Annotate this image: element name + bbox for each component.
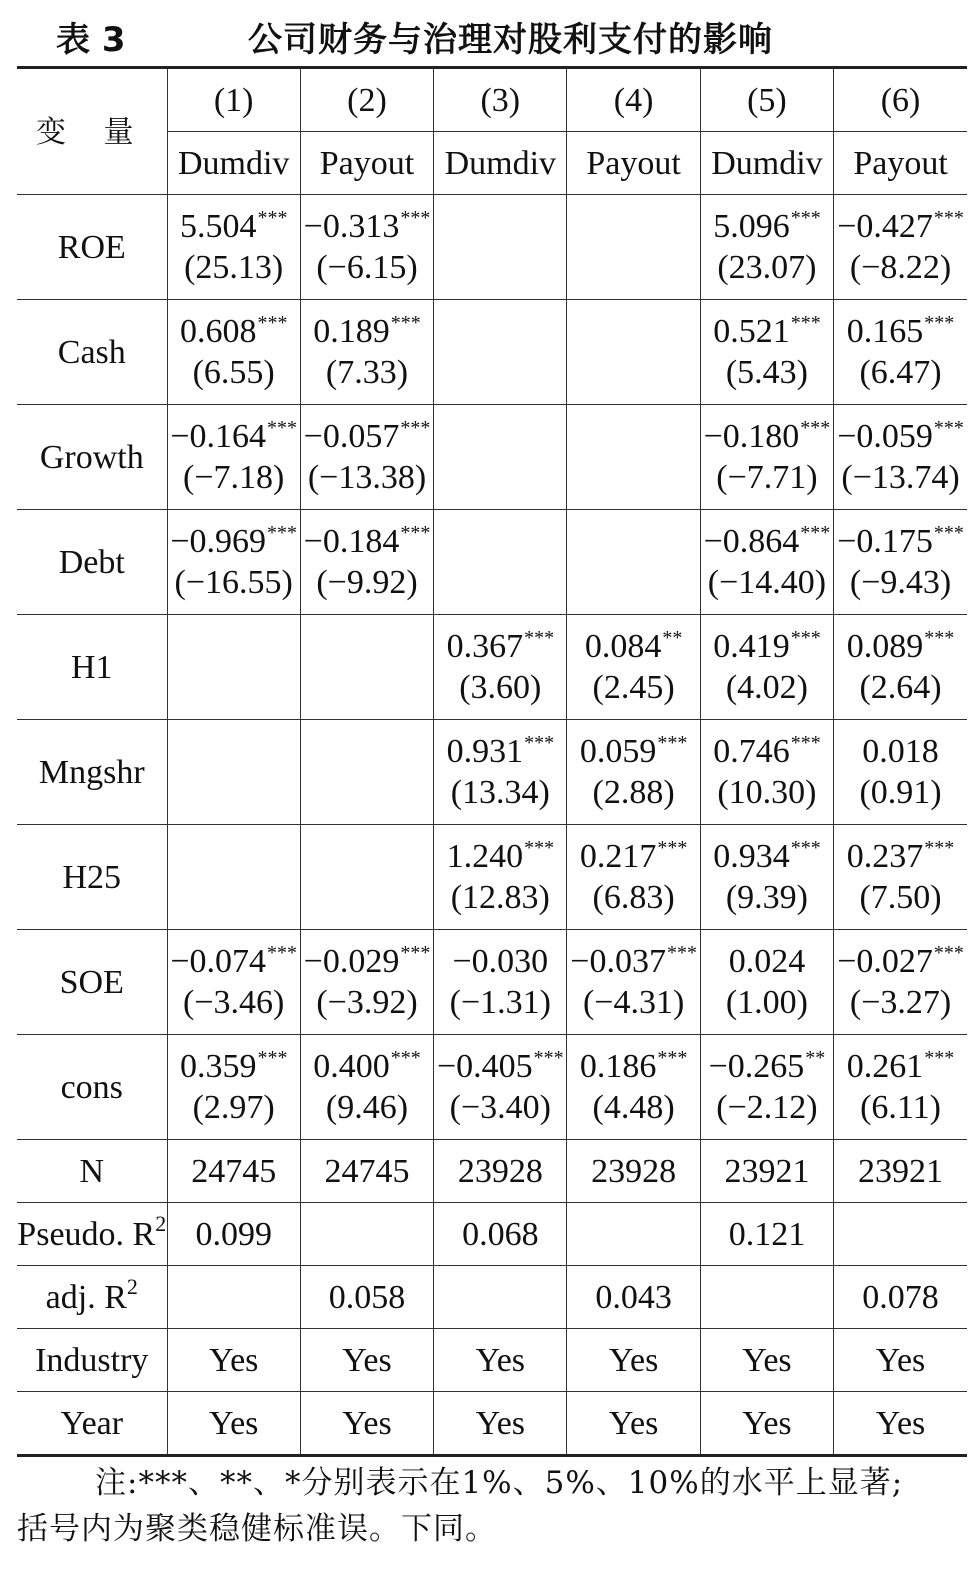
significance-stars: ***: [933, 942, 964, 964]
t-statistic: (2.97): [192, 1089, 275, 1126]
coefficient-cell: [434, 615, 567, 720]
coefficient-value: −0.864: [703, 523, 800, 560]
coefficient-value: −0.037: [570, 943, 666, 980]
t-statistic: (−3.27): [849, 984, 952, 1021]
coefficient-cell: [167, 405, 300, 510]
coefficient-value: 0.400: [313, 1048, 390, 1085]
statistic-value: Yes: [167, 1329, 300, 1392]
coefficient-cell: [567, 930, 700, 1035]
coefficient-value: −0.029: [303, 943, 400, 980]
coefficient-cell: [167, 930, 300, 1035]
coefficient-value: −0.427: [837, 208, 933, 245]
coefficient-cell: [300, 405, 433, 510]
t-statistic: (0.91): [859, 774, 942, 811]
variable-name: Cash: [17, 300, 167, 405]
t-statistic: (−3.92): [316, 984, 418, 1021]
coefficient-cell: [434, 720, 567, 825]
t-statistic: (6.83): [592, 879, 675, 916]
coefficient-cell: [300, 720, 433, 825]
significance-stars: ***: [533, 1047, 564, 1069]
statistic-value: [700, 1266, 833, 1329]
coefficient-cell: [567, 720, 700, 825]
dependent-variable: Dumdiv: [434, 132, 567, 195]
significance-stars: ***: [924, 1047, 955, 1069]
note-line-2: 括号内为聚类稳健标准误。下同。: [17, 1511, 497, 1547]
coefficient-cell: [834, 1035, 967, 1140]
coefficient-cell: [434, 825, 567, 930]
statistic-value: Yes: [300, 1392, 433, 1456]
significance-stars: ***: [400, 207, 431, 229]
coefficient-cell: [567, 825, 700, 930]
coefficient-value: 0.217: [579, 838, 657, 875]
statistic-name: N: [79, 1152, 105, 1190]
statistic-name: Industry: [35, 1341, 149, 1379]
t-statistic: (−6.15): [316, 249, 418, 286]
t-statistic: (−9.43): [849, 564, 952, 601]
t-statistic: (9.46): [325, 1089, 409, 1126]
coefficient-cell: [700, 195, 833, 300]
t-statistic: (−9.92): [316, 564, 418, 601]
significance-stars: **: [805, 1047, 826, 1069]
significance-stars: ***: [267, 417, 298, 439]
superscript: 2: [126, 1273, 138, 1299]
statistic-row: [17, 1266, 967, 1329]
statistic-name: Pseudo. R: [17, 1215, 156, 1253]
statistic-value: [167, 1266, 300, 1329]
coefficient-cell: [167, 825, 300, 930]
variable-name: ROE: [17, 195, 167, 300]
t-statistic: (1.00): [725, 984, 809, 1021]
statistic-name: Year: [60, 1404, 124, 1442]
statistic-row: [17, 1392, 967, 1456]
dependent-variable: Dumdiv: [700, 132, 833, 195]
coefficient-cell: [834, 510, 967, 615]
coefficient-cell: [300, 1035, 433, 1140]
variable-row: [17, 405, 967, 510]
t-statistic: (3.60): [459, 669, 542, 706]
coefficient-value: −0.969: [170, 523, 267, 560]
coefficient-cell: [834, 930, 967, 1035]
dependent-variable: Payout: [300, 132, 433, 195]
significance-stars: ***: [390, 1047, 421, 1069]
coefficient-cell: [700, 300, 833, 405]
coefficient-cell: [567, 510, 700, 615]
t-statistic: (7.33): [325, 354, 409, 391]
significance-stars: ***: [924, 627, 955, 649]
coefficient-cell: [700, 510, 833, 615]
statistic-value: [434, 1266, 567, 1329]
coefficient-cell: [167, 720, 300, 825]
coefficient-value: −0.265: [708, 1048, 805, 1085]
variable-name: Growth: [17, 405, 167, 510]
coefficient-value: −0.074: [170, 943, 267, 980]
variable-name: cons: [17, 1035, 167, 1140]
t-statistic: (6.55): [192, 354, 275, 391]
statistic-value: 0.068: [434, 1203, 567, 1266]
variable-name: H25: [17, 825, 167, 930]
statistic-value: Yes: [434, 1392, 567, 1456]
significance-stars: ***: [657, 1047, 688, 1069]
significance-stars: **: [662, 627, 683, 649]
coefficient-value: −0.184: [303, 523, 400, 560]
coefficient-cell: [434, 930, 567, 1035]
statistic-value: 0.043: [567, 1266, 700, 1329]
statistic-row: [17, 1140, 967, 1203]
header-row-numbers: [17, 68, 967, 132]
statistic-value: 0.099: [167, 1203, 300, 1266]
coefficient-value: 0.059: [579, 733, 657, 770]
column-number: (1): [167, 68, 300, 132]
t-statistic: (−3.40): [449, 1089, 551, 1126]
statistic-value: 24745: [300, 1140, 433, 1203]
statistic-value: Yes: [434, 1329, 567, 1392]
variable-row: [17, 615, 967, 720]
coefficient-cell: [300, 825, 433, 930]
table-number: 表 3: [56, 20, 126, 60]
significance-stars: ***: [790, 207, 821, 229]
coefficient-cell: [434, 195, 567, 300]
variable-row: [17, 930, 967, 1035]
coefficient-cell: [834, 825, 967, 930]
coefficient-cell: [167, 300, 300, 405]
t-statistic: (−7.71): [716, 459, 818, 496]
statistic-name: adj. R: [45, 1278, 127, 1316]
statistic-row: [17, 1329, 967, 1392]
coefficient-value: 0.931: [446, 733, 524, 770]
coefficient-value: −0.175: [837, 523, 933, 560]
table-caption: 公司财务与治理对股利支付的影响: [248, 20, 773, 60]
coefficient-cell: [700, 825, 833, 930]
significance-stars: ***: [666, 942, 697, 964]
column-number: (6): [834, 68, 967, 132]
t-statistic: (4.48): [592, 1089, 675, 1126]
statistic-name-cell: [17, 1203, 167, 1266]
coefficient-cell: [834, 720, 967, 825]
significance-stars: ***: [524, 837, 555, 859]
t-statistic: (−2.12): [716, 1089, 818, 1126]
coefficient-value: 0.089: [846, 628, 924, 665]
coefficient-cell: [434, 1035, 567, 1140]
coefficient-value: 5.504: [179, 208, 257, 245]
significance-stars: ***: [790, 837, 821, 859]
statistic-value: 24745: [167, 1140, 300, 1203]
coefficient-value: 0.084: [584, 628, 662, 665]
coefficient-cell: [834, 195, 967, 300]
significance-stars: ***: [257, 207, 288, 229]
significance-stars: ***: [657, 732, 688, 754]
t-statistic: (4.02): [725, 669, 809, 706]
coefficient-value: 1.240: [446, 838, 524, 875]
variable-name: Debt: [17, 510, 167, 615]
statistic-name-cell: [17, 1329, 167, 1392]
coefficient-cell: [434, 510, 567, 615]
significance-stars: ***: [933, 207, 964, 229]
regression-table: [17, 66, 967, 1457]
coefficient-value: −0.313: [303, 208, 400, 245]
table-title: [0, 6, 979, 58]
coefficient-value: 0.608: [179, 313, 257, 350]
coefficient-value: 5.096: [713, 208, 790, 245]
t-statistic: (−14.40): [707, 564, 827, 601]
column-number: (4): [567, 68, 700, 132]
coefficient-cell: [700, 1035, 833, 1140]
coefficient-value: 0.186: [579, 1048, 657, 1085]
significance-stars: ***: [390, 312, 421, 334]
coefficient-value: 0.934: [713, 838, 790, 875]
coefficient-value: −0.059: [837, 418, 933, 455]
coefficient-value: 0.189: [313, 313, 390, 350]
statistic-value: [300, 1203, 433, 1266]
statistic-value: 23928: [434, 1140, 567, 1203]
coefficient-value: 0.024: [728, 943, 806, 980]
t-statistic: (−4.31): [582, 984, 685, 1021]
t-statistic: (2.64): [859, 669, 942, 706]
significance-stars: ***: [257, 1047, 288, 1069]
significance-stars: ***: [257, 312, 288, 334]
statistic-value: Yes: [700, 1329, 833, 1392]
statistic-name-cell: [17, 1392, 167, 1456]
coefficient-value: −0.164: [170, 418, 267, 455]
coefficient-cell: [167, 1035, 300, 1140]
coefficient-cell: [834, 300, 967, 405]
variable-row: [17, 300, 967, 405]
t-statistic: (−3.46): [183, 984, 285, 1021]
statistic-value: Yes: [167, 1392, 300, 1456]
variable-row: [17, 825, 967, 930]
statistic-name-cell: [17, 1140, 167, 1203]
significance-stars: ***: [800, 417, 831, 439]
statistic-value: 23921: [834, 1140, 967, 1203]
coefficient-value: 0.261: [846, 1048, 924, 1085]
t-statistic: (5.43): [725, 354, 809, 391]
coefficient-value: 0.018: [862, 733, 939, 770]
t-statistic: (23.07): [717, 249, 817, 286]
t-statistic: (−8.22): [849, 249, 952, 286]
t-statistic: (−13.74): [841, 459, 960, 496]
coefficient-value: −0.405: [436, 1048, 533, 1085]
t-statistic: (2.45): [592, 669, 675, 706]
coefficient-cell: [567, 615, 700, 720]
statistic-value: Yes: [567, 1392, 700, 1456]
statistic-value: 0.058: [300, 1266, 433, 1329]
t-statistic: (10.30): [717, 774, 817, 811]
statistic-value: Yes: [834, 1329, 967, 1392]
column-number: (5): [700, 68, 833, 132]
significance-stars: ***: [790, 732, 821, 754]
coefficient-cell: [167, 195, 300, 300]
significance-stars: ***: [790, 312, 821, 334]
coefficient-cell: [834, 405, 967, 510]
statistic-value: Yes: [700, 1392, 833, 1456]
significance-stars: ***: [800, 522, 831, 544]
significance-stars: ***: [400, 417, 431, 439]
coefficient-value: 0.521: [713, 313, 790, 350]
coefficient-cell: [300, 195, 433, 300]
variable-name: SOE: [17, 930, 167, 1035]
t-statistic: (12.83): [450, 879, 550, 916]
t-statistic: (2.88): [592, 774, 675, 811]
coefficient-value: 0.419: [713, 628, 790, 665]
significance-stars: ***: [924, 312, 955, 334]
t-statistic: (7.50): [859, 879, 942, 916]
significance-stars: ***: [267, 522, 298, 544]
coefficient-value: −0.057: [303, 418, 400, 455]
statistic-value: 0.078: [834, 1266, 967, 1329]
header-variable-cell: [17, 68, 167, 195]
significance-stars: ***: [400, 942, 431, 964]
coefficient-cell: [834, 615, 967, 720]
statistic-value: [567, 1203, 700, 1266]
t-statistic: (−7.18): [183, 459, 285, 496]
coefficient-cell: [300, 300, 433, 405]
coefficient-cell: [700, 405, 833, 510]
t-statistic: (−13.38): [307, 459, 427, 496]
statistic-value: 23928: [567, 1140, 700, 1203]
variable-name: Mngshr: [17, 720, 167, 825]
coefficient-value: −0.180: [703, 418, 800, 455]
statistic-value: [834, 1203, 967, 1266]
coefficient-cell: [567, 300, 700, 405]
variable-row: [17, 510, 967, 615]
t-statistic: (−1.31): [449, 984, 551, 1021]
significance-stars: ***: [524, 627, 555, 649]
significance-stars: ***: [657, 837, 688, 859]
note-line-1: 注:***、**、*分别表示在1%、5%、10%的水平上显著;: [95, 1465, 904, 1501]
significance-stars: ***: [924, 837, 955, 859]
t-statistic: (6.47): [859, 354, 942, 391]
significance-stars: ***: [933, 417, 964, 439]
coefficient-cell: [300, 510, 433, 615]
coefficient-value: 0.367: [446, 628, 524, 665]
coefficient-cell: [434, 405, 567, 510]
statistic-row: [17, 1203, 967, 1266]
coefficient-cell: [567, 405, 700, 510]
table-note: [17, 1460, 967, 1552]
significance-stars: ***: [400, 522, 431, 544]
statistic-value: 23921: [700, 1140, 833, 1203]
t-statistic: (−16.55): [174, 564, 293, 601]
coefficient-cell: [167, 615, 300, 720]
significance-stars: ***: [790, 627, 821, 649]
coefficient-cell: [434, 300, 567, 405]
column-number: (2): [300, 68, 433, 132]
significance-stars: ***: [267, 942, 298, 964]
coefficient-value: 0.237: [846, 838, 924, 875]
coefficient-cell: [567, 1035, 700, 1140]
variable-header: 变 量: [35, 114, 148, 150]
t-statistic: (6.11): [860, 1089, 941, 1126]
significance-stars: ***: [524, 732, 555, 754]
coefficient-value: 0.746: [713, 733, 790, 770]
coefficient-value: −0.030: [452, 943, 549, 980]
superscript: 2: [155, 1210, 167, 1236]
coefficient-cell: [700, 930, 833, 1035]
statistic-value: Yes: [300, 1329, 433, 1392]
t-statistic: (9.39): [725, 879, 809, 916]
t-statistic: (25.13): [184, 249, 284, 286]
statistic-value: Yes: [567, 1329, 700, 1392]
statistic-name-cell: [17, 1266, 167, 1329]
coefficient-value: 0.359: [179, 1048, 257, 1085]
statistic-value: 0.121: [700, 1203, 833, 1266]
coefficient-cell: [567, 195, 700, 300]
coefficient-value: 0.165: [846, 313, 924, 350]
coefficient-cell: [300, 930, 433, 1035]
coefficient-cell: [700, 615, 833, 720]
variable-name: H1: [17, 615, 167, 720]
t-statistic: (13.34): [450, 774, 550, 811]
variable-row: [17, 1035, 967, 1140]
coefficient-cell: [300, 615, 433, 720]
statistic-value: Yes: [834, 1392, 967, 1456]
column-number: (3): [434, 68, 567, 132]
variable-row: [17, 195, 967, 300]
coefficient-value: −0.027: [837, 943, 933, 980]
variable-row: [17, 720, 967, 825]
dependent-variable: Dumdiv: [167, 132, 300, 195]
coefficient-cell: [167, 510, 300, 615]
significance-stars: ***: [933, 522, 964, 544]
dependent-variable: Payout: [834, 132, 967, 195]
coefficient-cell: [700, 720, 833, 825]
dependent-variable: Payout: [567, 132, 700, 195]
